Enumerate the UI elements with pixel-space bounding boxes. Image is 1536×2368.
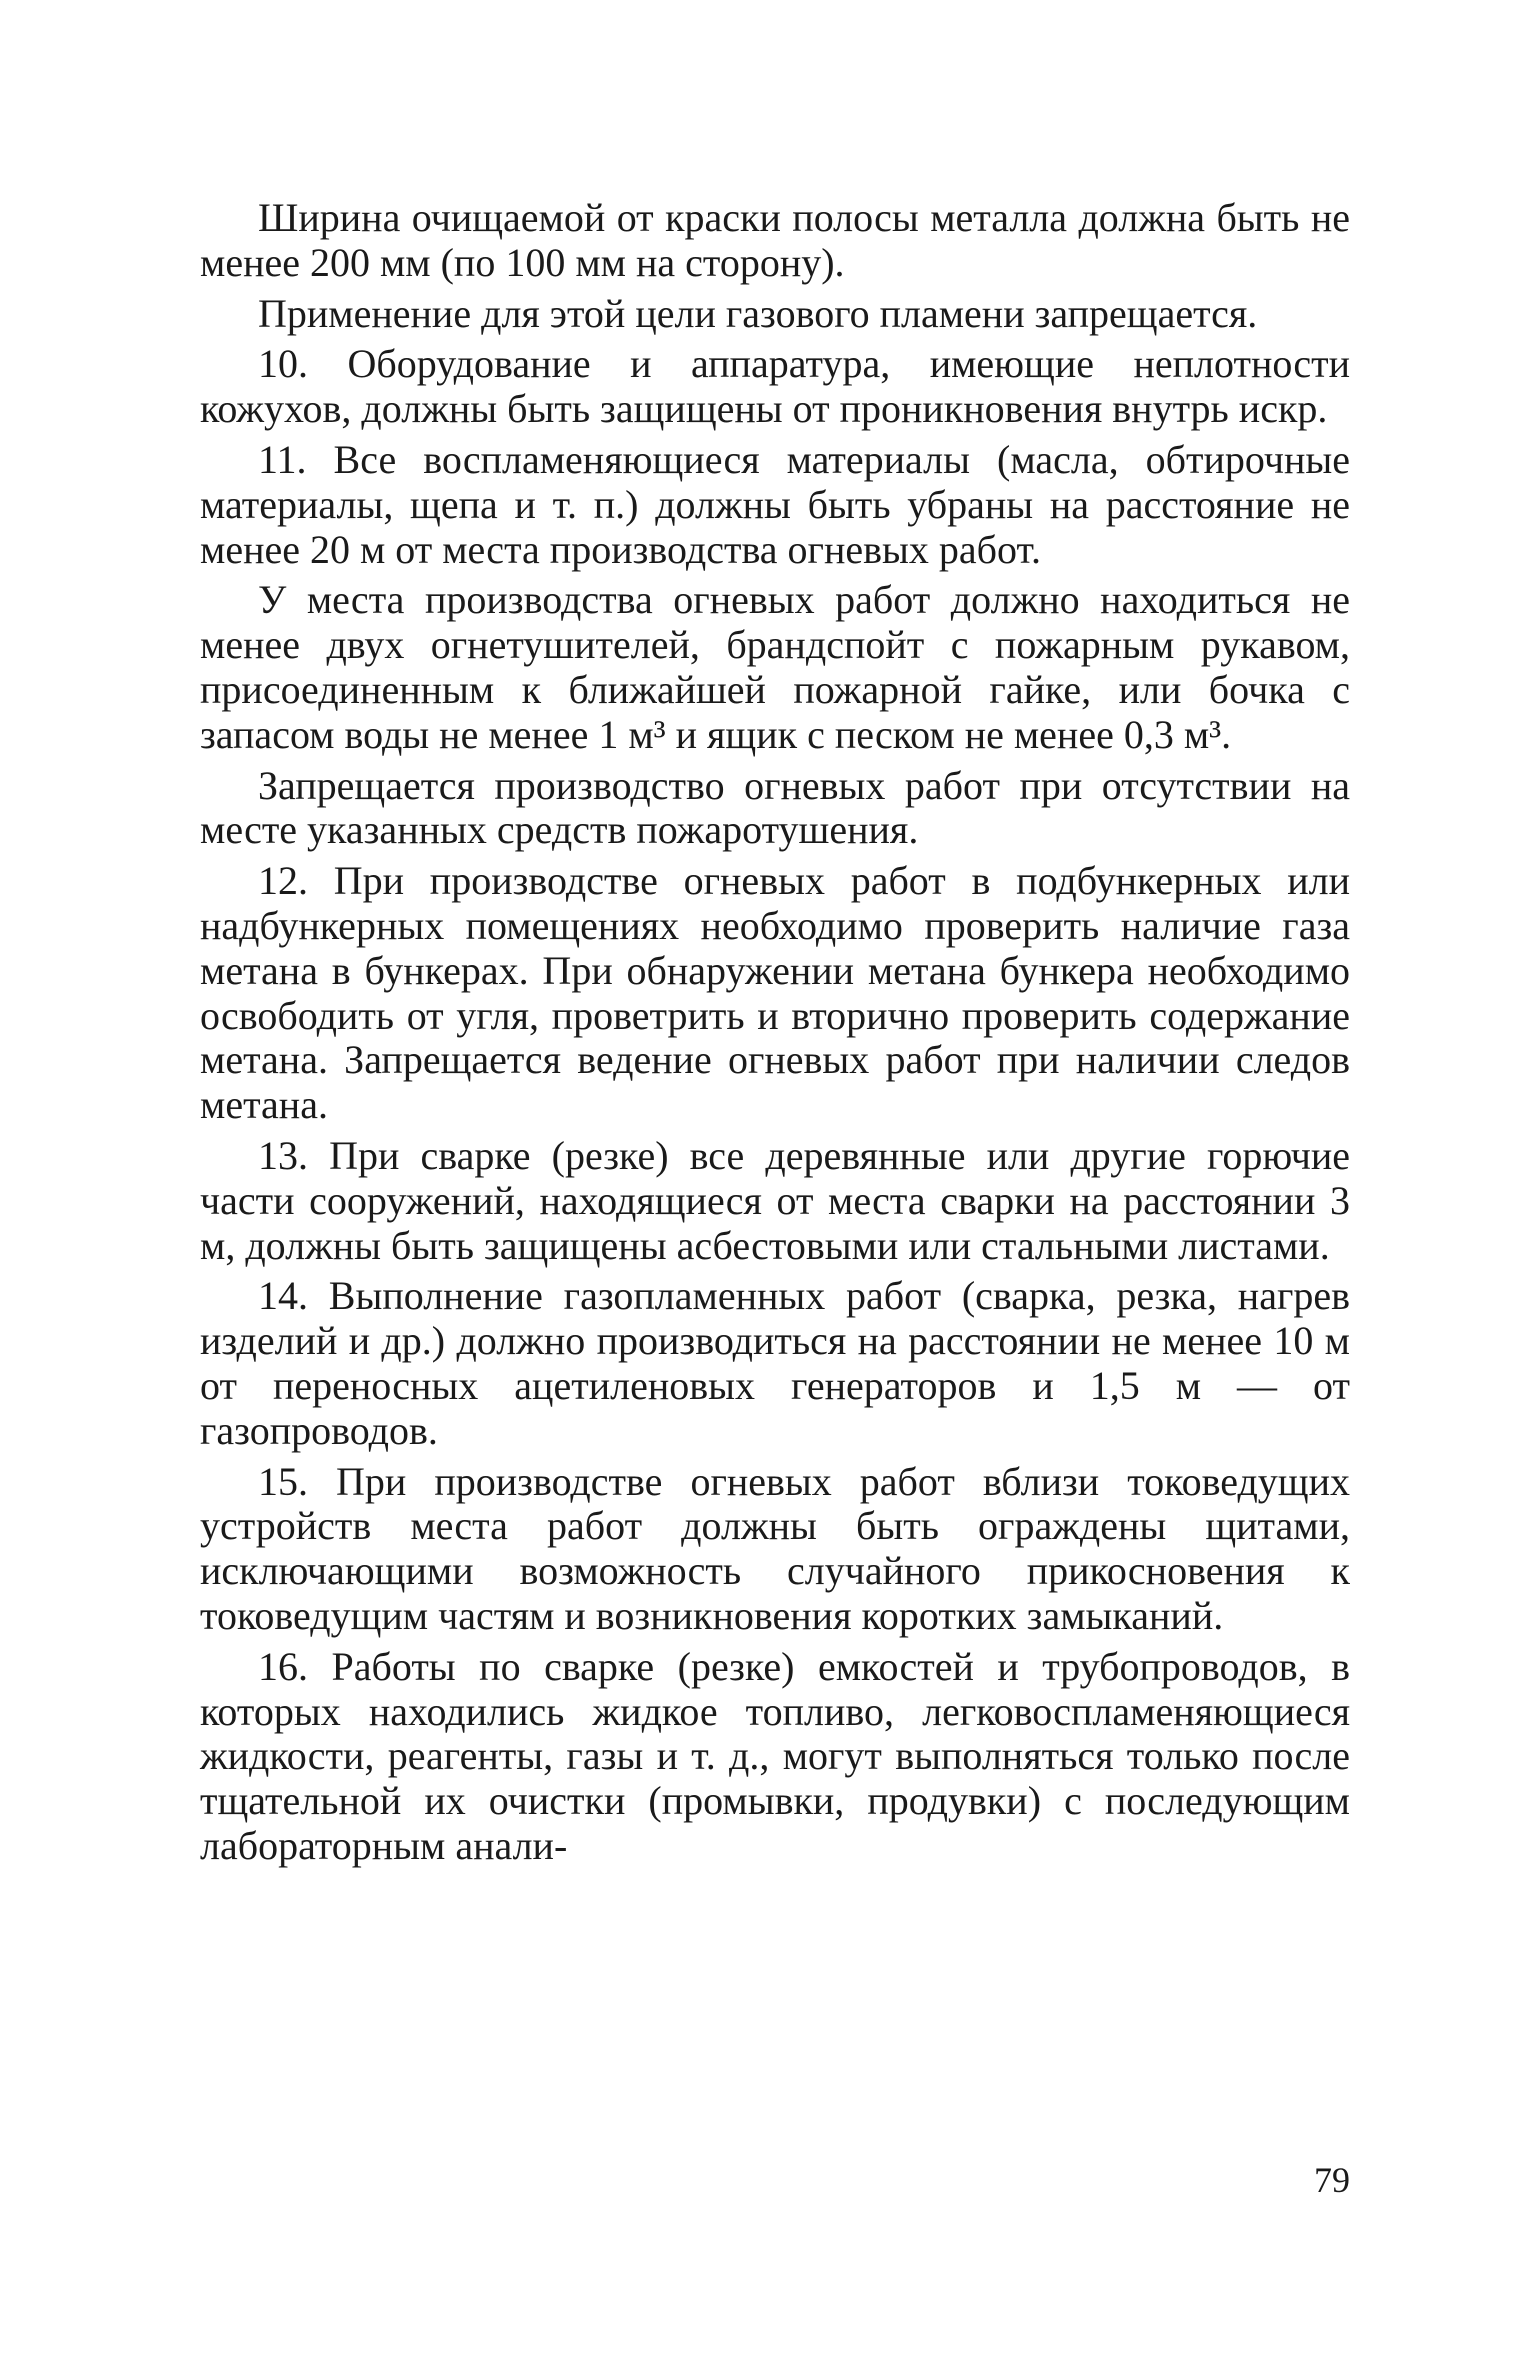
paragraph-item-12: 12. При производстве огневых работ в подбункерных или надбункерных помещениях необходимо проверить наличие газа метана в бункерах. При обнаружении метана бункера необходимо освободить от угля, проветрить и вторично проверить содержание метана. Запрещается ведение огневых работ при наличии следов метана. [200,858,1350,1128]
paragraph-item-14: 14. Выполнение газопламенных работ (сварка, резка, нагрев изделий и др.) должно производиться на расстоянии не менее 10 м от переносных ацетиленовых генераторов и 1,5 м — от газопроводов. [200,1273,1350,1453]
paragraph-item-16: 16. Работы по сварке (резке) емкостей и трубопроводов, в которых находились жидкое топливо, легковоспламеняющиеся жидкости, реагенты, газы и т. д., могут выполняться только после тщательной их очистки (промывки, продувки) с последующим лабораторным анали- [200,1643,1350,1868]
paragraph-gas-flame-prohibited: Применение для этой цели газового пламени запрещается. [258,290,1258,336]
body-text [200,196,1350,1875]
paragraph-item-11: 11. Все воспламеняющиеся материалы (масла, обтирочные материалы, щепа и т. п.) должны быть убраны на расстояние не менее 20 м от места производства огневых работ. [200,436,1350,572]
paragraph-item-15: 15. При производстве огневых работ вблизи токоведущих устройств места работ должны быть ограждены щитами, исключающими возможность случайного прикосновения к токоведущим частям и возникновения коротких замыканий. [200,1458,1350,1638]
paragraph-item-10: 10. Оборудование и аппаратура, имеющие неплотности кожухов, должны быть защищены от проникновения внутрь искр. [200,341,1350,432]
paragraph-fire-extinguishers: У места производства огневых работ должно находиться не менее двух огнетушителей, брандспойт с пожарным рукавом, присоединенным к ближайшей пожарной гайке, или бочка с запасом воды не менее 1 м³ и ящик с песком не менее 0,3 м³. [200,577,1350,757]
paragraph-item-13: 13. При сварке (резке) все деревянные или другие горючие части сооружений, находящиеся от места сварки на расстоянии 3 м, должны быть защищены асбестовыми или стальными листами. [200,1132,1350,1268]
paragraph-prohibition-without-means: Запрещается производство огневых работ при отсутствии на месте указанных средств пожаротушения. [200,762,1350,853]
page-number: 79 [1314,2160,1350,2200]
paragraph-cleaning-strip-width: Ширина очищаемой от краски полосы металла должна быть не менее 200 мм (по 100 мм на сторону). [200,195,1350,285]
